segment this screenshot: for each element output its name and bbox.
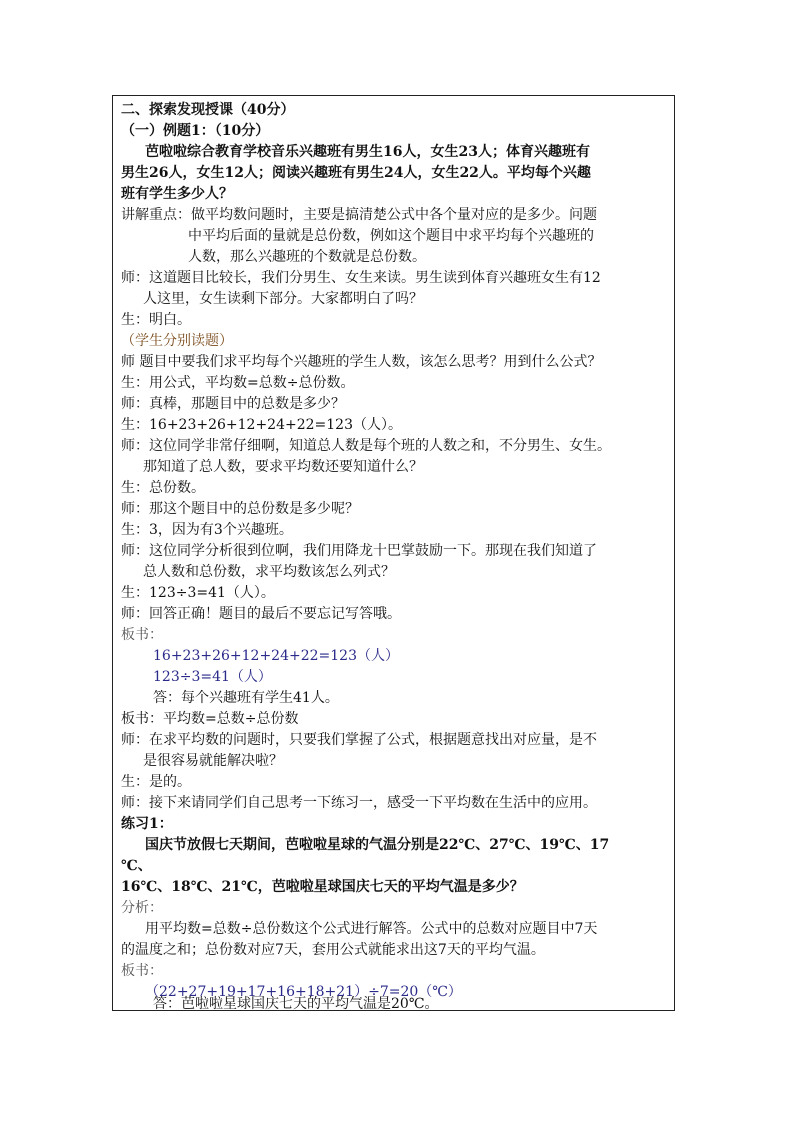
dialogue-line: 那知道了总人数，要求平均数还要知道什么？ (143, 459, 423, 475)
exercise-text: ℃、 (121, 858, 152, 874)
example-heading: （一）例题1：（10分） (121, 123, 270, 139)
section-heading: 二、探索发现授课（40分） (121, 102, 295, 118)
dialogue-line: 师：这道题目比较长，我们分男生、女生来读。男生读到体育兴趣班女生有12 (121, 270, 601, 286)
board-formula: 板书：平均数=总数÷总份数 (121, 711, 299, 727)
dialogue-line: 生：是的。 (121, 774, 191, 790)
key-point: 中平均后面的量就是总份数，例如这个题目中求平均每个兴趣班的 (188, 228, 594, 244)
analysis-text: 用平均数=总数÷总份数这个公式进行解答。公式中的总数对应题目中7天 (145, 921, 598, 937)
dialogue-line: 生：123÷3=41（人）。 (121, 585, 275, 601)
dialogue-line: 师：接下来请同学们自己思考一下练习一，感受一下平均数在生活中的应用。 (121, 795, 597, 811)
dialogue-line: 师：在求平均数的问题时，只要我们掌握了公式，根据题意找出对应量，是不 (121, 732, 597, 748)
dialogue-line: 总人数和总份数，求平均数该怎么列式？ (143, 564, 395, 580)
dialogue-line: 生：用公式，平均数=总数÷总份数。 (121, 375, 355, 391)
board-label: 板书： (121, 627, 163, 643)
dialogue-line: 生：明白。 (121, 312, 191, 328)
dialogue-line: 师：这位同学分析很到位啊，我们用降龙十巴掌鼓励一下。那现在我们知道了 (121, 543, 597, 559)
problem-text: 男生26人，女生12人；阅读兴趣班有男生24人，女生22人。平均每个兴趣 (121, 165, 591, 181)
board-answer: 答：芭啦啦星球国庆七天的平均气温是20℃。 (153, 996, 439, 1012)
analysis-label: 分析： (121, 900, 163, 916)
dialogue-line: 生：总份数。 (121, 480, 205, 496)
stage-note: （学生分别读题） (121, 333, 233, 349)
board-equation: 123÷3=41（人） (153, 669, 272, 685)
dialogue-line: 师：真棒，那题目中的总数是多少？ (121, 396, 345, 412)
key-point: 讲解重点：做平均数问题时，主要是搞清楚公式中各个量对应的是多少。问题 (121, 207, 597, 223)
dialogue-line: 人这里，女生读剩下部分。大家都明白了吗？ (143, 291, 423, 307)
board-answer: 答：每个兴趣班有学生41人。 (153, 690, 339, 706)
analysis-text: 的温度之和；总份数对应7天，套用公式就能求出这7天的平均气温。 (121, 942, 545, 958)
dialogue-line: 师：回答正确！题目的最后不要忘记写答哦。 (121, 606, 401, 622)
dialogue-line: 师 题目中要我们求平均每个兴趣班的学生人数，该怎么思考？用到什么公式？ (121, 354, 602, 370)
board-equation: （22+27+19+17+16+18+21）÷7=20（℃） (145, 984, 462, 1000)
problem-text: 芭啦啦综合教育学校音乐兴趣班有男生16人，女生23人；体育兴趣班有 (145, 144, 590, 160)
exercise-text: 国庆节放假七天期间，芭啦啦星球的气温分别是22℃、27℃、19℃、17 (145, 837, 610, 853)
dialogue-line: 师：那这个题目中的总份数是多少呢？ (121, 501, 359, 517)
dialogue-line: 生：3，因为有3个兴趣班。 (121, 522, 293, 538)
board-equation: 16+23+26+12+24+22=123（人） (153, 648, 399, 664)
exercise-heading: 练习1： (121, 816, 173, 832)
key-point: 人数，那么兴趣班的个数就是总份数。 (188, 249, 426, 265)
board-label: 板书： (121, 963, 163, 979)
dialogue-line: 师：这位同学非常仔细啊，知道总人数是每个班的人数之和，不分男生、女生。 (121, 438, 611, 454)
dialogue-line: 是很容易就能解决啦？ (143, 753, 283, 769)
dialogue-line: 生：16+23+26+12+24+22=123（人）。 (121, 417, 402, 433)
problem-text: 班有学生多少人？ (121, 186, 233, 202)
exercise-text: 16℃、18℃、21℃，芭啦啦星球国庆七天的平均气温是多少？ (121, 879, 524, 895)
lesson-cell (112, 95, 675, 1011)
